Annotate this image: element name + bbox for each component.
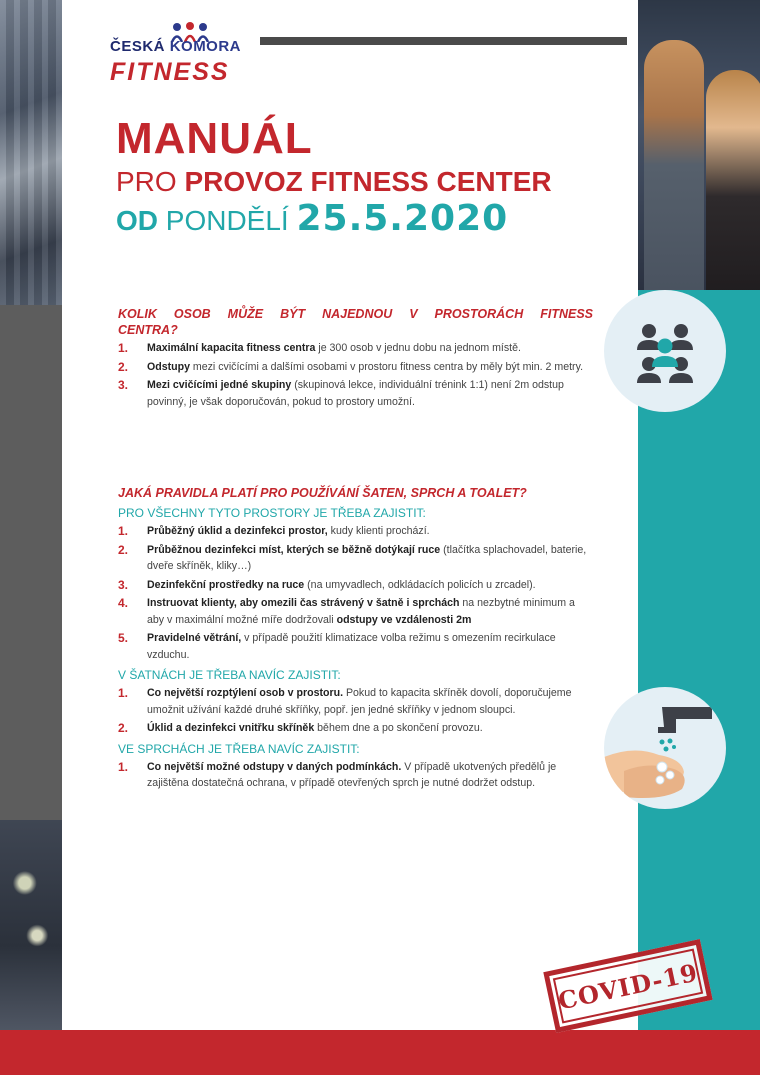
group-people-icon bbox=[604, 290, 726, 412]
logo-text-fitness: FITNESS bbox=[110, 58, 230, 86]
locker-rooms-list bbox=[118, 685, 593, 737]
subheading-locker-rooms: V ŠATNÁCH JE TŘEBA NAVÍC ZAJISTIT: bbox=[118, 668, 341, 682]
section-capacity-heading: KOLIK OSOB MŮŽE BÝT NAJEDNOU V PROSTORÁCH FITNESS CENTRA? bbox=[118, 307, 593, 337]
trainer-photo bbox=[638, 0, 760, 290]
list-item: 2. Úklid a dezinfekci vnitřku skříněk během dne a po skončení provozu. bbox=[118, 721, 483, 735]
left-grey-band bbox=[0, 305, 62, 820]
list-item: 1. Průběžný úklid a dezinfekci prostor, kudy klienti prochází. bbox=[118, 524, 430, 538]
title-main: MANUÁL bbox=[116, 114, 313, 163]
logo bbox=[110, 22, 250, 84]
list-item: 3. Mezi cvičícími jedné skupiny (skupinová lekce, individuální trénink 1:1) není 2m odstup povinný, je však doporučován, pokud to prostory umožní. bbox=[118, 378, 564, 408]
list-item: 1. Maximální kapacita fitness centra je 300 osob v jednu dobu na jednom místě. bbox=[118, 341, 521, 355]
showers-list bbox=[118, 759, 593, 792]
gym-photo-left-top bbox=[0, 0, 62, 305]
subheading-showers: VE SPRCHÁCH JE TŘEBA NAVÍC ZAJISTIT: bbox=[118, 741, 360, 756]
list-item: 5. Pravidelné větrání, v případě použití klimatizace volba režimu s omezením recirkulace vzduchu. bbox=[118, 631, 556, 661]
title-subtitle: PRO PROVOZ FITNESS CENTER bbox=[116, 166, 552, 197]
list-item: 2. Průběžnou dezinfekci míst, kterých se běžně dotýkají ruce (tlačítka splachovadel, baterie, dveře skříněk, kliky…) bbox=[118, 542, 587, 572]
list-item: 3. Dezinfekční prostředky na ruce (na umyvadlech, odkládacích policích u zrcadel). bbox=[118, 577, 536, 592]
capacity-list bbox=[118, 340, 593, 410]
client-figure bbox=[706, 70, 760, 290]
subheading-all-spaces: PRO VŠECHNY TYTO PROSTORY JE TŘEBA ZAJISTIT: bbox=[118, 506, 426, 520]
handwash-icon-circle bbox=[604, 687, 726, 809]
logo-text-line1: ČESKÁ KOMORA bbox=[110, 38, 242, 55]
hand-washing-icon bbox=[604, 687, 726, 809]
section-capacity bbox=[118, 306, 593, 412]
section-facilities-heading: JAKÁ PRAVIDLA PLATÍ PRO POUŽÍVÁNÍ ŠATEN, SPRCH A TOALET? bbox=[118, 486, 527, 500]
section-facilities bbox=[118, 485, 593, 794]
people-icon-circle bbox=[604, 290, 726, 412]
gym-photo-left-bottom bbox=[0, 820, 62, 1030]
all-spaces-list bbox=[118, 523, 593, 663]
covid-stamp-text: COVID-19 bbox=[555, 957, 701, 1015]
footer-red-band bbox=[0, 1030, 760, 1075]
list-item: 1. Co největší možné odstupy v daných podmínkách. V případě ukotvených předělů je zajištěna dostatečná ochrana, v případě otevřených sprch je nutné dodržet odstup. bbox=[118, 759, 557, 789]
list-item: 2. Odstupy mezi cvičícími a dalšími osobami v prostoru fitness centra by měly být min. 2 metry. bbox=[118, 359, 584, 374]
list-item: 4. Instruovat klienty, aby omezili čas strávený v šatně i sprchách na nezbytné minimum a aby v maximální možné míře dodržovali odstupy ve vzdálenosti 2m bbox=[118, 596, 575, 626]
trainer-figure bbox=[644, 40, 704, 290]
title-date: OD PONDĚLÍ 25.5.2020 bbox=[116, 198, 509, 239]
header-bar bbox=[260, 37, 627, 45]
list-item: 1. Co největší rozptýlení osob v prostoru. Pokud to kapacita skříněk dovolí, doporučujeme umožnit užívání každé druhé skříňky, popř. jen jedné skříňky v jednom sloupci. bbox=[118, 686, 572, 716]
